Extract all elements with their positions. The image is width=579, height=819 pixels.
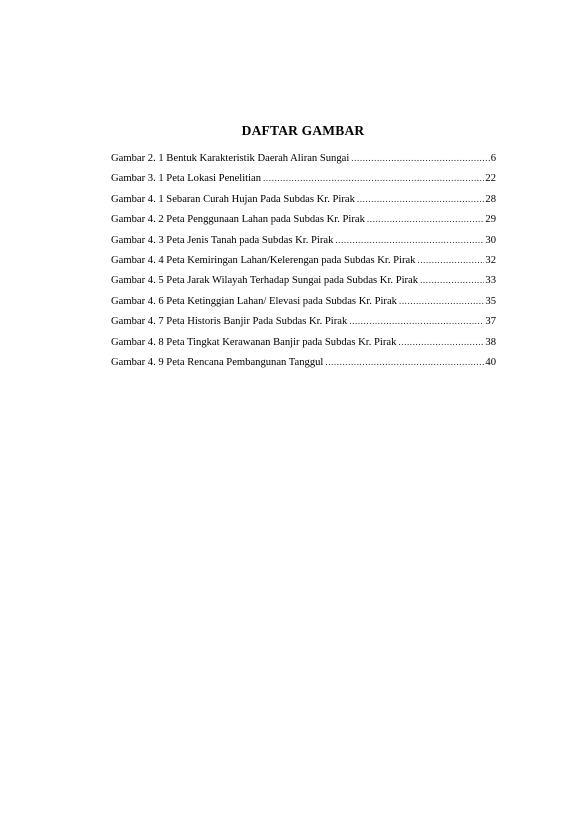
figure-caption: Gambar 4. 4 Peta Kemiringan Lahan/Kelerengan pada Subdas Kr. Pirak: [111, 254, 416, 266]
dot-leader: [357, 192, 485, 206]
page-title: DAFTAR GAMBAR: [241, 123, 365, 138]
dot-leader: [351, 151, 489, 165]
list-item: [111, 171, 496, 191]
page-number: 40: [485, 356, 496, 368]
figure-caption: Gambar 3. 1 Peta Lokasi Penelitian: [111, 173, 262, 185]
list-item: [111, 151, 496, 171]
dot-leader: [417, 253, 484, 267]
dot-leader: [263, 171, 484, 185]
figure-caption: Gambar 2. 1 Bentuk Karakteristik Daerah Aliran Sungai: [111, 153, 350, 164]
list-item: [111, 192, 496, 212]
dot-leader: [367, 212, 485, 226]
dot-leader: [399, 294, 484, 308]
list-item: [111, 212, 496, 232]
figure-caption: Gambar 4. 7 Peta Historis Banjir Pada Subdas Kr. Pirak: [111, 316, 348, 328]
list-item: [111, 233, 496, 253]
dot-leader: [420, 273, 484, 287]
list-item: [111, 253, 496, 273]
dot-leader: [398, 335, 484, 349]
page-number: 37: [485, 316, 496, 328]
page-number: 30: [485, 234, 496, 246]
list-item: [111, 314, 496, 334]
figure-caption: Gambar 4. 5 Peta Jarak Wilayah Terhadap Sungai pada Subdas Kr. Pirak: [111, 275, 419, 287]
list-item: [111, 294, 496, 314]
dot-leader: [325, 355, 484, 369]
list-item: [111, 273, 496, 293]
figure-caption: Gambar 4. 8 Peta Tingkat Kerawanan Banjir pada Subdas Kr. Pirak: [111, 336, 397, 348]
list-item: [111, 335, 496, 355]
page-number: 33: [485, 275, 496, 287]
figure-caption: Gambar 4. 1 Sebaran Curah Hujan Pada Subdas Kr. Pirak: [111, 193, 355, 205]
figure-caption: Gambar 4. 9 Peta Rencana Pembangunan Tanggul: [111, 356, 324, 368]
page-number: 22: [485, 173, 496, 185]
page-number: 6: [490, 153, 496, 164]
figure-list: [111, 151, 496, 375]
page-number: 35: [485, 295, 496, 307]
dot-leader: [349, 314, 484, 328]
page-number: 38: [485, 336, 496, 348]
list-item: [111, 355, 496, 375]
page-number: 29: [485, 214, 496, 226]
dot-leader: [335, 233, 484, 247]
figure-caption: Gambar 4. 3 Peta Jenis Tanah pada Subdas Kr. Pirak: [111, 234, 334, 246]
page-number: 28: [485, 193, 496, 205]
figure-caption: Gambar 4. 2 Peta Penggunaan Lahan pada Subdas Kr. Pirak: [111, 214, 365, 226]
page-number: 32: [485, 254, 496, 266]
figure-caption: Gambar 4. 6 Peta Ketinggian Lahan/ Elevasi pada Subdas Kr. Pirak: [111, 295, 397, 307]
